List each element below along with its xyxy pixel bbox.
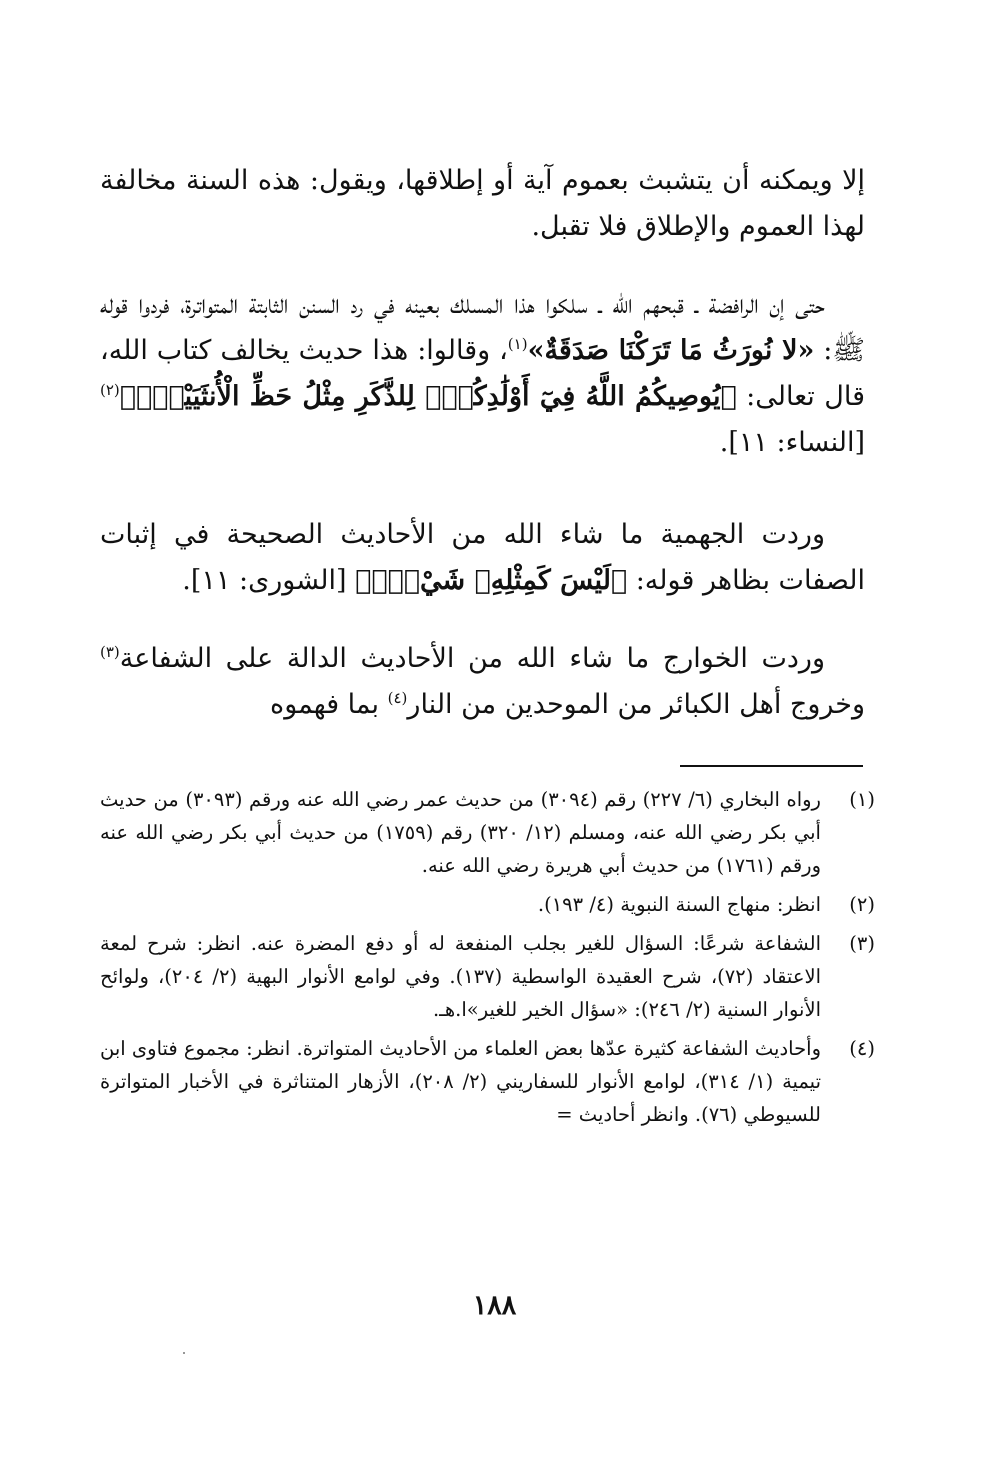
paragraph-4-mid: وخروج أهل الكبائر من الموحدين من النار	[407, 689, 865, 720]
page-number: ١٨٨	[472, 1290, 517, 1321]
scan-speck	[183, 1352, 185, 1354]
footnote-text: الشفاعة شرعًا: السؤال للغير بجلب المنفعة له أو دفع المضرة عنه. انظر: شرح لمعة الاعتقاد (٧٢)، شرح العقيدة الواسطية (١٣٧). وفي لوامع الأنوار البهية (٢/ ٢٠٤)، ولوائح الأنوار السنية (٢/ ٢٤٦): «سؤال الخير للغير»ا.هـ.	[100, 932, 821, 1021]
footnote-4	[100, 1032, 875, 1131]
footnote-number: (١)	[849, 788, 875, 811]
footnote-number: (٣)	[849, 932, 875, 955]
footnote-ref-2[interactable]: (٢)	[100, 381, 120, 399]
paragraph-2	[100, 282, 865, 466]
paragraph-2-intro: حتى إن الرافضة ـ قبحهم الله ـ سلكوا هذا المسلك بعينه في رد السنن الثابتة المتواترة، فردوا قوله ﷺ:	[100, 289, 865, 366]
paragraph-1-text: إلا ويمكنه أن يتشبث بعموم آية أو إطلاقها، ويقول: هذه السنة مخالفة لهذا العموم والإطلاق فلا تقبل.	[100, 165, 865, 242]
paragraph-3-end: [الشورى: ١١].	[182, 565, 356, 596]
footnote-number: (٢)	[849, 893, 875, 916]
paragraph-4	[100, 636, 865, 728]
footnote-3	[100, 927, 875, 1026]
footnote-text: وأحاديث الشفاعة كثيرة عدّها بعض العلماء من الأحاديث المتواترة. انظر: مجموع فتاوى ابن تيمية (١/ ٣١٤)، لوامع الأنوار للسفاريني (٢/ ٢٠٨)، الأزهار المتناثرة في الأخبار المتواترة للسيوطي (٧٦). وانظر أحاديث =	[100, 1037, 821, 1126]
footnote-separator	[680, 765, 863, 767]
footnote-ref-4[interactable]: (٤)	[387, 689, 408, 707]
footnote-text: رواه البخاري (٦/ ٢٢٧) رقم (٣٠٩٤) من حديث عمر رضي الله عنه ورقم (٣٠٩٣) من حديث أبي بكر رضي الله عنه، ومسلم (١٢/ ٣٢٠) رقم (١٧٥٩) من حديث أبي بكر رضي الله عنه ورقم (١٧٦١) من حديث أبي هريرة رضي الله عنه.	[100, 788, 821, 877]
paragraph-4-intro: وردت الخوارج ما شاء الله من الأحاديث الدالة على الشفاعة	[119, 643, 825, 674]
footnotes	[100, 783, 875, 1137]
footnote-2	[100, 888, 875, 921]
footnote-text: انظر: منهاج السنة النبوية (٤/ ١٩٣).	[537, 893, 821, 916]
paragraph-3-intro: وردت الجهمية ما شاء الله من الأحاديث الصحيحة في إثبات الصفات بظاهر قوله:	[100, 519, 865, 596]
footnote-ref-1[interactable]: (١)	[507, 335, 528, 353]
paragraph-3	[100, 512, 865, 604]
paragraph-2-end: [النساء: ١١].	[719, 427, 865, 458]
footnote-1	[100, 783, 875, 882]
quran-verse-nisa: ﴿يُوصِيكُمُ اللَّهُ فِيٓ أَوْلَٰدِكُمْۖ لِلذَّكَرِ مِثْلُ حَظِّ الْأُنثَيَيْنِۚ﴾	[119, 381, 737, 412]
footnote-ref-3[interactable]: (٣)	[100, 643, 120, 661]
paragraph-2-mid: ، وقالوا: هذا حديث يخالف كتاب الله، قال تعالى:	[100, 335, 865, 412]
paragraph-4-end: بما فهموه	[270, 689, 388, 720]
paragraph-1	[100, 158, 865, 250]
quran-verse-shura: ﴿لَيْسَ كَمِثْلِهِۦ شَيْءٌۖ﴾	[355, 565, 628, 596]
hadith-quote: «لا نُورَثُ مَا تَرَكْنَا صَدَقَةٌ»	[527, 335, 815, 366]
footnote-number: (٤)	[849, 1037, 875, 1060]
